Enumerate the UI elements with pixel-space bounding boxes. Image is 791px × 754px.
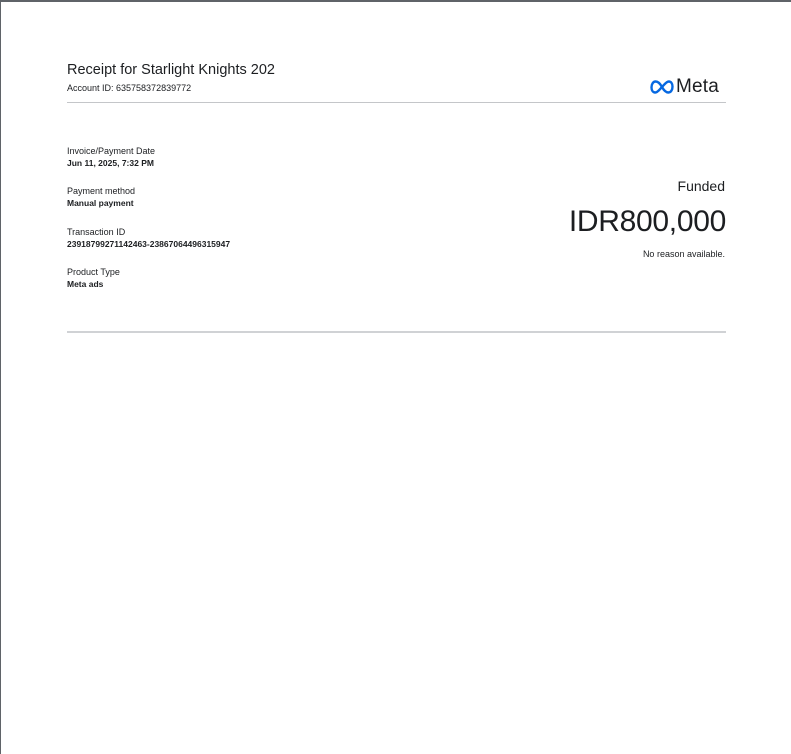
detail-payment-method [67, 185, 135, 209]
receipt-title: Receipt for Starlight Knights 202 [67, 62, 275, 78]
payment-amount: IDR800,000 [568, 205, 726, 238]
detail-value: 23918799271142463-23867064496315947 [67, 239, 231, 249]
status-reason: No reason available. [642, 249, 725, 259]
meta-logo [650, 76, 719, 98]
detail-label: Invoice/Payment Date [67, 146, 156, 156]
payment-status: Funded [677, 178, 725, 194]
detail-value: Jun 11, 2025, 7:32 PM [67, 158, 154, 168]
detail-label: Product Type [67, 267, 120, 277]
detail-transaction-id [67, 226, 230, 250]
footer-divider [67, 331, 726, 333]
detail-invoice-date [67, 145, 155, 169]
detail-label: Payment method [67, 186, 136, 196]
meta-logo-text: Meta [676, 76, 720, 97]
receipt-page [1, 2, 791, 754]
header-divider [67, 102, 726, 103]
detail-value: Manual payment [67, 198, 134, 208]
detail-product-type [67, 266, 120, 290]
detail-value: Meta ads [67, 279, 104, 289]
meta-infinity-icon [650, 80, 674, 94]
account-id: Account ID: 635758372839772 [67, 83, 192, 93]
detail-label: Transaction ID [67, 227, 126, 237]
